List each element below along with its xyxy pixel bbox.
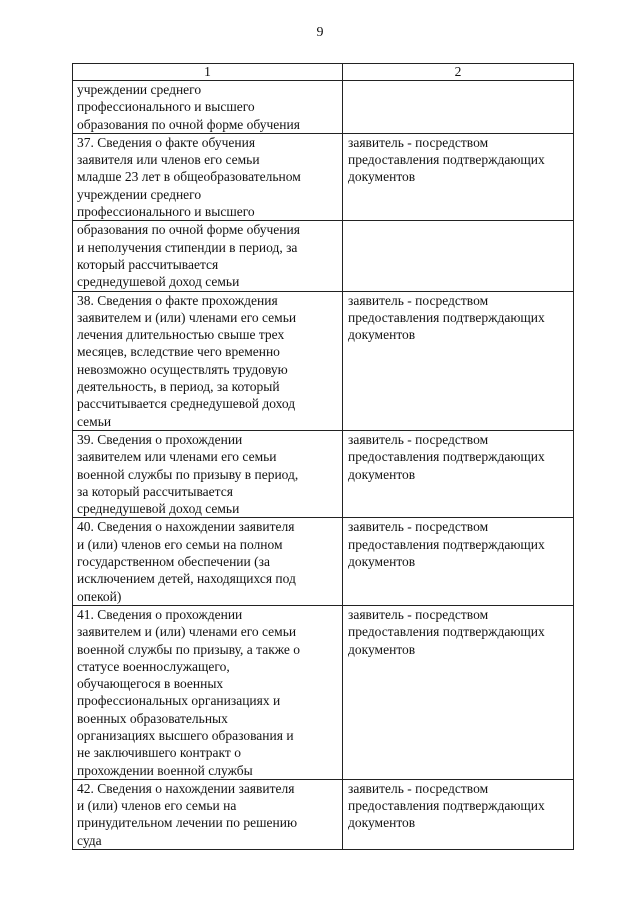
table-row — [73, 291, 574, 430]
row-description: 38. Сведения о факте прохождения заявителем и (или) членами его семьи лечения длительностью свыше трех месяцев, вследствие чего временно невозможно осуществлять трудовую деятельность, в период, за который рассчитывается среднедушевой доход семьи — [73, 291, 343, 430]
row-source — [343, 221, 574, 291]
row-source: заявитель - посредством предоставления подтверждающих документов — [343, 518, 574, 605]
table-row — [73, 518, 574, 605]
row-description: учреждении среднего профессионального и высшего образования по очной форме обучения — [73, 81, 343, 134]
row-source: заявитель - посредством предоставления подтверждающих документов — [343, 133, 574, 220]
row-description: 41. Сведения о прохождении заявителем и (или) членами его семьи военной службы по призыву, а также о статусе военнослужащего, обучающегося в военных профессиональных организациях и военных образовательных организациях высшего образования и не заключившего контракт о прохождении военной службы — [73, 605, 343, 779]
row-source — [343, 81, 574, 134]
data-sources-table — [72, 63, 574, 850]
row-description: 40. Сведения о нахождении заявителя и (или) членов его семьи на полном государственном обеспечении (за исключением детей, находящихся под опекой) — [73, 518, 343, 605]
table-header-row — [73, 64, 574, 81]
table-row — [73, 430, 574, 517]
row-source: заявитель - посредством предоставления подтверждающих документов — [343, 291, 574, 430]
table-row — [73, 81, 574, 134]
row-source: заявитель - посредством предоставления подтверждающих документов — [343, 779, 574, 849]
row-description: 39. Сведения о прохождении заявителем или членами его семьи военной службы по призыву в период, за который рассчитывается среднедушевой доход семьи — [73, 430, 343, 517]
column-header-2: 2 — [343, 64, 574, 81]
page-number: 9 — [316, 25, 324, 40]
row-description: 37. Сведения о факте обучения заявителя или членов его семьи младше 23 лет в общеобразовательном учреждении среднего профессионального и высшего — [73, 133, 343, 220]
table-row — [73, 133, 574, 220]
column-header-1: 1 — [73, 64, 343, 81]
row-source: заявитель - посредством предоставления подтверждающих документов — [343, 430, 574, 517]
table-row — [73, 605, 574, 779]
row-source: заявитель - посредством предоставления подтверждающих документов — [343, 605, 574, 779]
row-description: образования по очной форме обучения и неполучения стипендии в период, за который рассчитывается среднедушевой доход семьи — [73, 221, 343, 291]
table-row — [73, 221, 574, 291]
table-row — [73, 779, 574, 849]
row-description: 42. Сведения о нахождении заявителя и (или) членов его семьи на принудительном лечении по решению суда — [73, 779, 343, 849]
